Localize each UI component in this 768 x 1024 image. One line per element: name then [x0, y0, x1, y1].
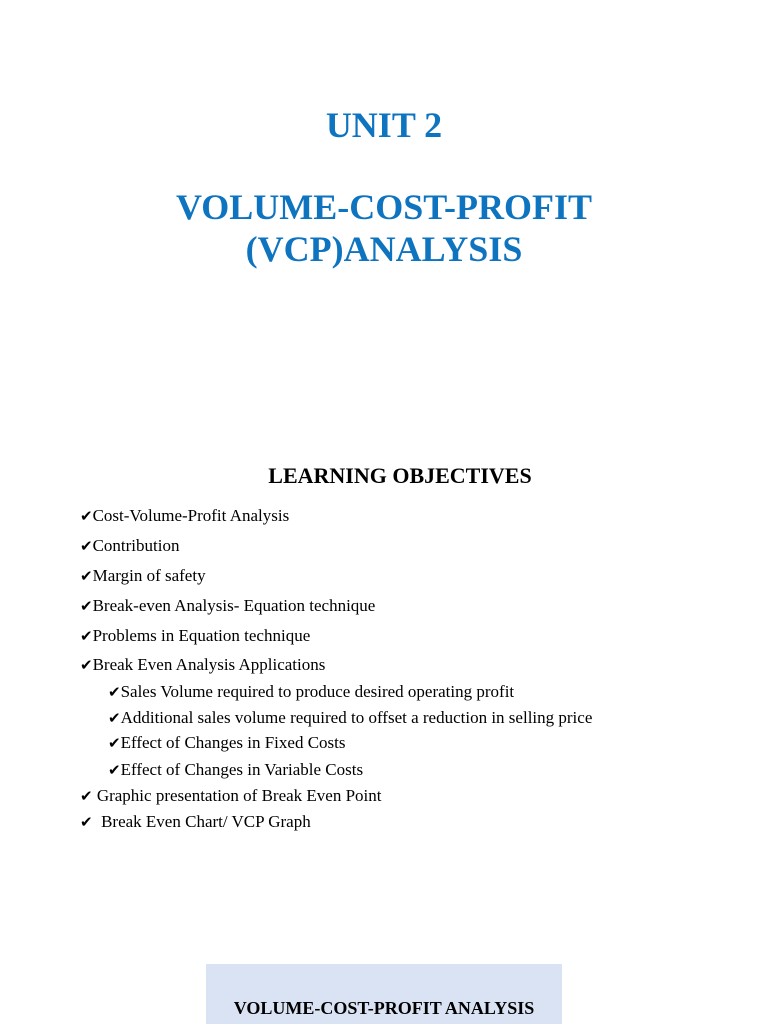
objective-text: Break Even Chart/ VCP Graph: [92, 812, 311, 831]
check-icon: ✔: [80, 507, 93, 525]
next-slide-title-box: [206, 964, 562, 1024]
check-icon: ✔: [108, 709, 121, 727]
objective-item: [80, 535, 179, 557]
objective-text: Break-even Analysis- Equation technique: [92, 596, 376, 615]
unit-title: UNIT 2: [325, 105, 443, 145]
objective-text: Effect of Changes in Fixed Costs: [120, 733, 346, 752]
check-icon: ✔: [80, 597, 93, 615]
objective-text: Margin of safety: [92, 566, 206, 585]
check-icon: ✔: [80, 813, 93, 831]
objective-subitem: [108, 759, 363, 781]
main-title-line-1: VOLUME-COST-PROFIT: [176, 187, 592, 227]
objective-item: [80, 625, 310, 647]
objective-text: Cost-Volume-Profit Analysis: [92, 506, 290, 525]
check-icon: ✔: [108, 683, 121, 701]
objective-subitem: [108, 707, 592, 729]
objective-text: Break Even Analysis Applications: [92, 655, 326, 674]
check-icon: ✔: [80, 656, 93, 674]
objective-item: [80, 785, 382, 807]
objective-text: Additional sales volume required to offset a reduction in selling price: [120, 708, 593, 727]
objective-text: Graphic presentation of Break Even Point: [92, 786, 382, 805]
objective-item: [80, 811, 311, 833]
check-icon: ✔: [80, 627, 93, 645]
objective-text: Contribution: [92, 536, 180, 555]
objective-item: [80, 505, 289, 527]
objective-subitem: [108, 681, 514, 703]
objective-item: [80, 654, 325, 676]
check-icon: ✔: [108, 734, 121, 752]
objective-subitem: [108, 732, 346, 754]
check-icon: ✔: [80, 537, 93, 555]
learning-objectives-heading: LEARNING OBJECTIVES: [268, 463, 532, 488]
objective-item: [80, 595, 375, 617]
objective-text: Sales Volume required to produce desired operating profit: [120, 682, 515, 701]
main-title: [0, 186, 768, 270]
check-icon: ✔: [80, 787, 93, 805]
check-icon: ✔: [108, 761, 121, 779]
main-title-line-2: (VCP)ANALYSIS: [245, 229, 523, 269]
objective-text: Problems in Equation technique: [92, 626, 311, 645]
objective-item: [80, 565, 206, 587]
check-icon: ✔: [80, 567, 93, 585]
objective-text: Effect of Changes in Variable Costs: [120, 760, 364, 779]
next-slide-title: VOLUME-COST-PROFIT ANALYSIS: [233, 998, 535, 1018]
